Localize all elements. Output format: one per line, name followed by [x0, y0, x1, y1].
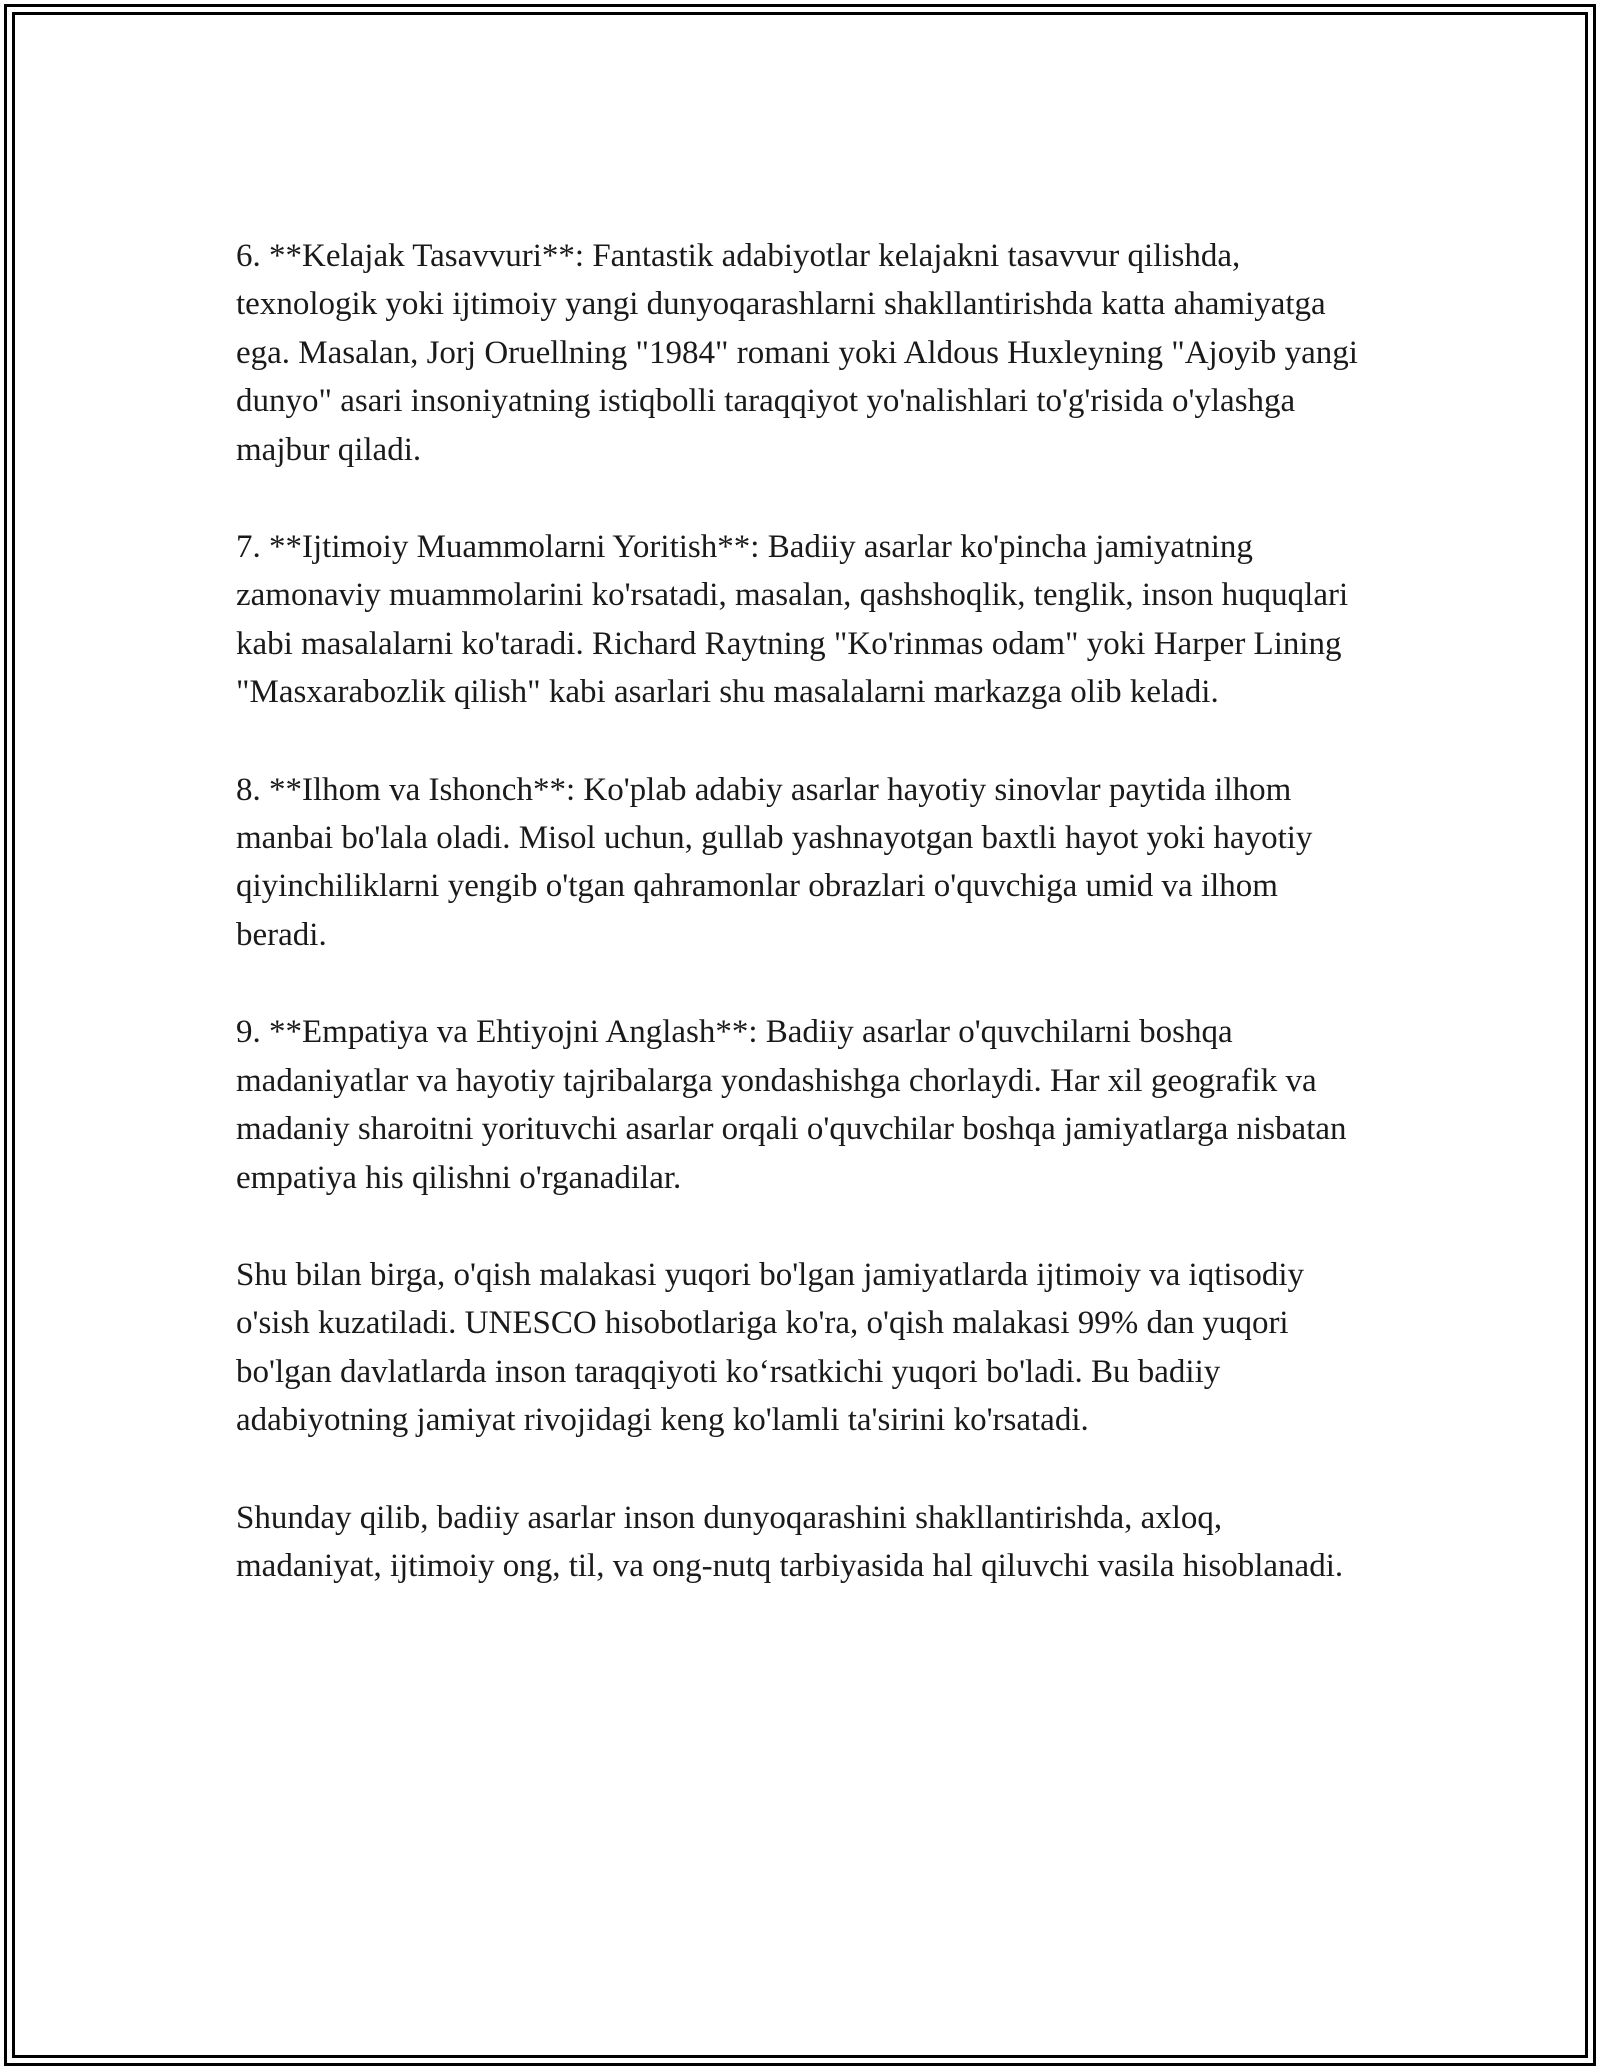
paragraph-kelajak-tasavvuri: 6. **Kelajak Tasavvuri**: Fantastik adabiyotlar kelajakni tasavvur qilishda, texnologik yoki ijtimoiy yangi dunyoqarashlarni shakllantirishda katta ahamiyatga ega. Masalan, Jorj Oruellning "1984" romani yoki Aldous Huxleyning "Ajoyib yangi dunyo" asari insoniyatning istiqbolli taraqqiyot yo'nalishlari to'g'risida o'ylashga majbur qiladi. — [236, 238, 1358, 468]
paragraph-ijtimoiy-muammolar: 7. **Ijtimoiy Muammolarni Yoritish**: Badiiy asarlar ko'pincha jamiyatning zamonaviy muammolarini ko'rsatadi, masalan, qashshoqlik, tenglik, inson huquqlari kabi masalalarni ko'taradi. Richard Raytning "Ko'rinmas odam" yoki Harper Lining "Masxarabozlik qilish" kabi asarlari shu masalalarni markazga olib keladi. — [236, 529, 1349, 711]
document-body — [236, 232, 1376, 1590]
paragraph-ilhom-va-ishonch: 8. **Ilhom va Ishonch**: Ko'plab adabiy asarlar hayotiy sinovlar paytida ilhom manbai bo'lala oladi. Misol uchun, gullab yashnayotgan baxtli hayot yoki hayotiy qiyinchiliklarni yengib o'tgan qahramonlar obrazlari o'quvchiga umid va ilhom beradi. — [236, 771, 1313, 953]
paragraph-oqish-malakasi: Shu bilan birga, o'qish malakasi yuqori bo'lgan jamiyatlarda ijtimoiy va iqtisodiy o'sish kuzatiladi. UNESCO hisobotlariga ko'ra, o'qish malakasi 99% dan yuqori bo'lgan davlatlarda inson taraqqiyoti ko‘rsatkichi yuqori bo'ladi. Bu badiiy adabiyotning jamiyat rivojidagi keng ko'lamli ta'sirini ko'rsatadi. — [236, 1256, 1305, 1439]
paragraph-empatiya: 9. **Empatiya va Ehtiyojni Anglash**: Badiiy asarlar o'quvchilarni boshqa madaniyatlar va hayotiy tajribalarga yondashishga chorlaydi. Har xil geografik va madaniy sharoitni yorituvchi asarlar orqali o'quvchilar boshqa jamiyatlarga nisbatan empatiya his qilishni o'rganadilar. — [236, 1014, 1347, 1196]
paragraph-conclusion: Shunday qilib, badiiy asarlar inson dunyoqarashini shakllantirishda, axloq, madaniyat, ijtimoiy ong, til, va ong-nutq tarbiyasida hal qiluvchi vasila hisoblanadi. — [236, 1499, 1344, 1584]
